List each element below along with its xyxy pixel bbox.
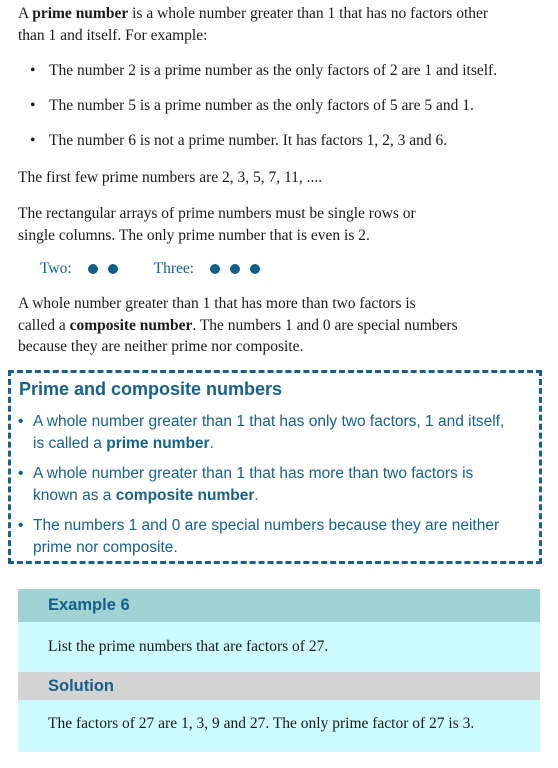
definition-item (18, 463, 533, 507)
list-item (30, 130, 550, 151)
intro-paragraph (18, 3, 538, 46)
list-item-text: The number 6 is not a prime number. It has factors 1, 2, 3 and 6. (49, 132, 448, 149)
bullet-icon: • (18, 517, 24, 534)
intro-text: A (18, 5, 33, 22)
bullet-icon: • (30, 62, 36, 79)
arrays-paragraph (18, 203, 538, 246)
list-item (30, 95, 550, 116)
bullet-icon: • (30, 97, 36, 114)
list-item-text: The number 5 is a prime number as the only factors of 5 are 5 and 1. (49, 97, 474, 114)
definition-item (18, 515, 533, 559)
definition-title: Prime and composite numbers (19, 379, 283, 399)
definition-text: . (254, 487, 259, 504)
three-dot-array (200, 264, 260, 274)
dot-icon (108, 264, 118, 274)
prime-number-term: prime number (32, 5, 129, 22)
definition-text: A whole number greater than 1 that has more than two factors is (33, 465, 474, 482)
composite-text: . The numbers 1 and 0 are special numbers (192, 316, 458, 334)
dot-icon (210, 264, 220, 274)
definition-text: . (209, 435, 214, 452)
intro-text: is a whole number greater than 1 that has no factors other (128, 5, 489, 22)
bullet-icon: • (18, 465, 24, 482)
list-item (30, 60, 550, 81)
bullet-icon: • (18, 413, 24, 430)
definition-text: The numbers 1 and 0 are special numbers because they are neither (33, 517, 500, 534)
composite-text: A whole number greater than 1 that has more than two factors is (18, 295, 416, 312)
definition-text: A whole number greater than 1 that has only two factors, 1 and itself, (33, 413, 505, 430)
solution-text: The factors of 27 are 1, 3, 9 and 27. The only prime factor of 27 is 3. (18, 700, 540, 752)
three-label: Three: (153, 260, 195, 277)
example-6-panel (18, 589, 540, 752)
bullet-icon: • (30, 132, 36, 149)
dot-icon (250, 264, 260, 274)
intro-text: than 1 and itself. For example: (18, 26, 208, 44)
first-primes-paragraph: The first few prime numbers are 2, 3, 5, 7, 11, .... (18, 169, 323, 186)
dot-icon (230, 264, 240, 274)
definition-text: is called a (33, 435, 107, 452)
definition-box (8, 370, 542, 564)
example-heading: Example 6 (18, 589, 540, 622)
dot-icon (88, 264, 98, 274)
definition-item (18, 411, 533, 455)
definition-text: prime nor composite. (33, 539, 178, 556)
arrays-text: single columns. The only prime number that is even is 2. (18, 226, 370, 244)
composite-number-term: composite number (69, 316, 193, 334)
composite-paragraph (18, 293, 538, 358)
two-dot-array (78, 264, 118, 274)
definition-text: known as a (33, 487, 116, 504)
composite-text: because they are neither prime nor composite. (18, 338, 304, 355)
dot-arrays (40, 258, 260, 280)
composite-number-term: composite number (115, 487, 255, 504)
example-question: List the prime numbers that are factors of 27. (18, 622, 540, 672)
list-item-text: The number 2 is a prime number as the only factors of 2 are 1 and itself. (49, 62, 498, 79)
solution-heading: Solution (18, 672, 540, 700)
two-label: Two: (40, 260, 72, 277)
prime-number-term: prime number (106, 435, 210, 452)
arrays-text: The rectangular arrays of prime numbers must be single rows or (18, 205, 416, 222)
composite-text: called a (18, 316, 70, 334)
